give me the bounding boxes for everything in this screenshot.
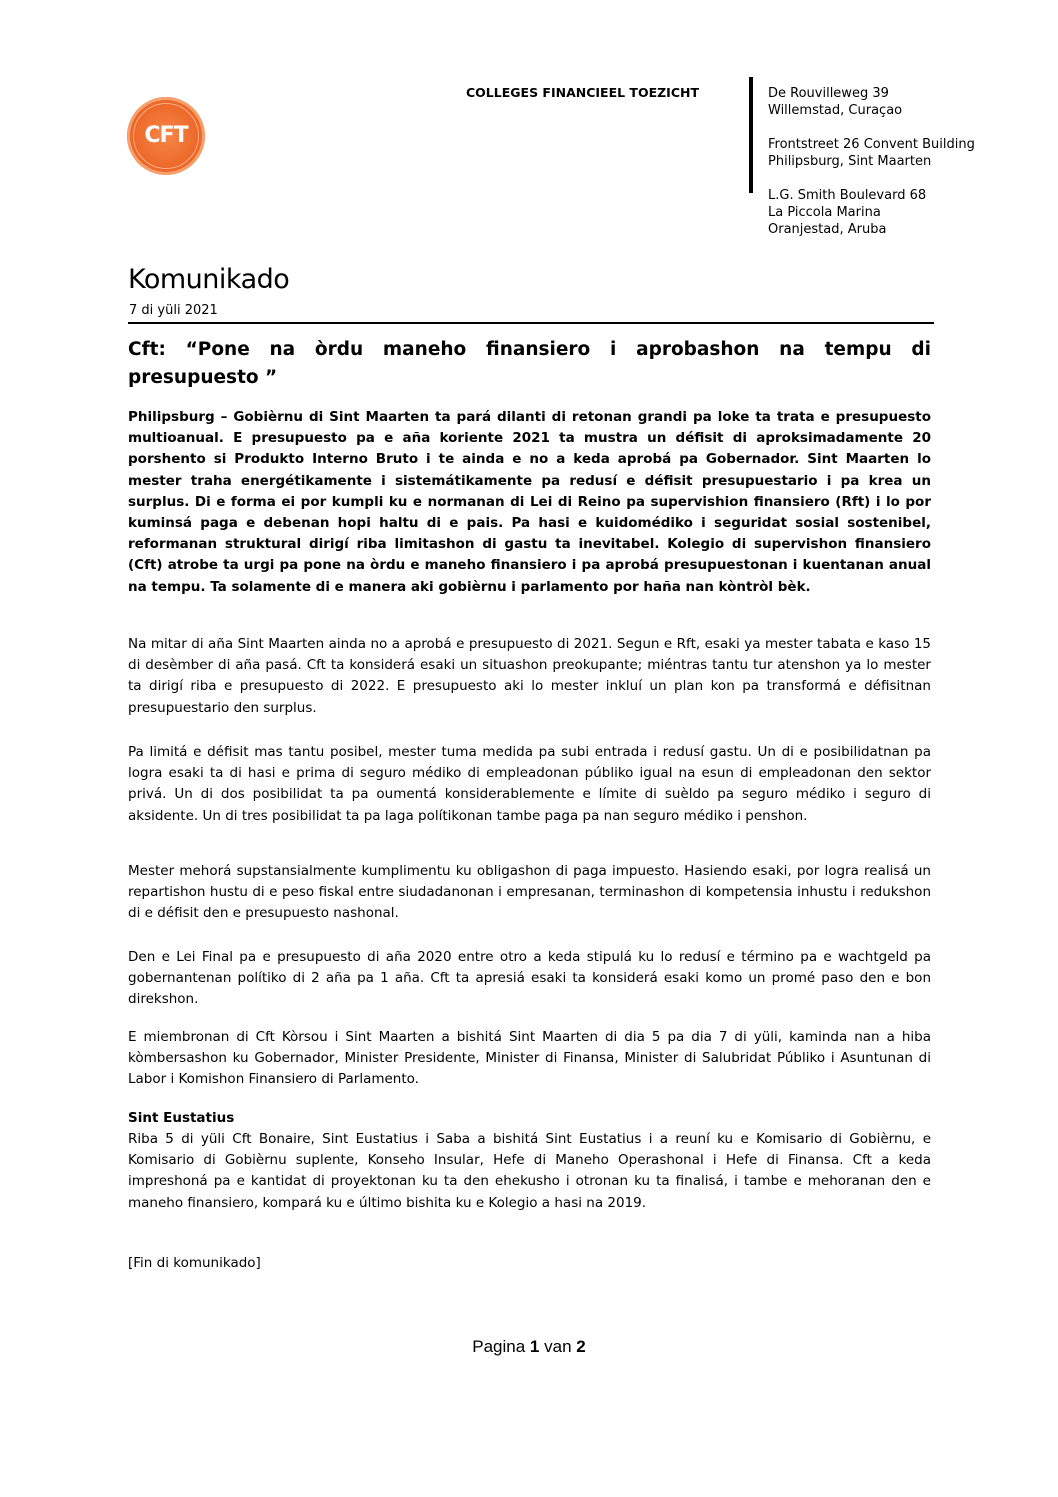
- address-line: Willemstad, Curaçao: [768, 103, 903, 118]
- address-line: Philipsburg, Sint Maarten: [768, 154, 932, 169]
- address-sint-maarten: [768, 136, 975, 170]
- paragraph: Na mitar di aña Sint Maarten ainda no a aprobá e presupuesto di 2021. Segun e Rft, esaki ya mester tabata e kaso 15 di desèmber di aña pasá. Cft ta konsiderá esaki un situashon preokupante; miéntras tantu tur atenshon ya lo mester ta dirigí riba e presupuesto di 2022. E presupuesto aki lo mester inkluí un plan kon pa transformá e défisitnan presupuestario den surplus.: [128, 636, 931, 716]
- closing-note: [Fin di komunikado]: [128, 1255, 261, 1271]
- page-current: 1: [529, 1337, 540, 1356]
- document-title: Komunikado: [128, 264, 290, 295]
- document-date: 7 di yüli 2021: [129, 303, 218, 318]
- headline: Cft: “Pone na òrdu maneho finansiero i aprobashon na tempu di presupuesto ”: [128, 339, 931, 388]
- cft-logo: [127, 97, 205, 175]
- address-line: Frontstreet 26 Convent Building: [768, 137, 975, 152]
- logo-mark: CFT: [144, 123, 188, 148]
- paragraph: Pa limitá e défisit mas tantu posibel, mester tuma medida pa subi entrada i redusí gastu. Un di e posibilidatnan pa logra esaki ta di hasi e prima di seguro médiko di empleadonan públiko igual na esun di empleadonan den sektor privá. Un di dos posibilidat ta pa oumentá konsiderablemente e límite di suèldo pa seguro médiko i seguro di aksidente. Un di tres posibilidat ta pa laga polítikonan tambe paga pa nan seguro médiko i penshon.: [128, 744, 931, 824]
- paragraph: Riba 5 di yüli Cft Bonaire, Sint Eustatius i Saba a bishitá Sint Eustatius i a reuní ku e Komisario di Gobièrnu, e Komisario di Gobièrnu suplente, Konseho Insular, Hefe di Maneho Operashonal i Hefe di Finansa. Cft a keda impreshoná pa e kantidat di proyektonan ku ta den ehekusho i otronan ku ta finalisá, i tambe e mehoranan den e maneho finansiero, kompará ku e último bishita ku e Kolegio a hasi na 2019.: [128, 1131, 931, 1211]
- address-line: L.G. Smith Boulevard 68: [768, 188, 927, 203]
- lead-paragraph: Philipsburg – Gobièrnu di Sint Maarten ta pará dilanti di retonan grandi pa loke ta trata e presupuesto multioanual. E presupuesto pa e aña koriente 2021 ta mustra un défisit di aproksimadamente 20 porshento si Produkto Interno Bruto i te ainda e no a keda aprobá pa Gobernador. Sint Maarten lo mester traha energétikamente i sistemátikamente pa redusí e défisit presupuestario i pa krea un surplus. Di e forma ei por kumpli ku e normanan di Lei di Reino pa supervishion finansiero (Rft) i lo por kuminsá paga e debenan hopi haltu di e pais. Pa hasi e kuidomédiko i seguridat sosial sostenibel, reformanan struktural dirigí riba limitashon di gastu ta inevitabel. Kolegio di supervishon finansiero (Cft) atrobe ta urgi pa pone na òrdu e maneho finansiero i pa aprobá presupuestonan i kuentanan anual na tempu. Ta solamente di e manera aki gobièrnu i parlamento por haña nan kòntròl bèk.: [128, 409, 931, 595]
- address-line: La Piccola Marina: [768, 205, 881, 220]
- title-rule: [128, 322, 934, 324]
- address-line: Oranjestad, Aruba: [768, 222, 887, 237]
- header-divider: [749, 77, 753, 193]
- page-separator: van: [544, 1337, 572, 1356]
- page-number: [0, 1337, 1058, 1357]
- organization-name: COLLEGES FINANCIEEL TOEZICHT: [466, 85, 699, 100]
- subheading: Sint Eustatius: [128, 1110, 235, 1126]
- address-block: [768, 85, 975, 255]
- page-label: Pagina: [472, 1337, 526, 1356]
- paragraph: E miembronan di Cft Kòrsou i Sint Maarten a bishitá Sint Maarten di dia 5 pa dia 7 di yüli, kaminda nan a hiba kòmbersashon ku Gobernador, Minister Presidente, Minister di Finansa, Minister di Salubridat Públiko i Asuntunan di Labor i Komishon Finansiero di Parlamento.: [128, 1029, 931, 1088]
- paragraph: Mester mehorá supstansialmente kumplimentu ku obligashon di paga impuesto. Hasiendo esaki, por logra realisá un repartishon hustu di e peso fiskal entre siudadanonan i empresanan, terminashon di kompetensia inhustu i redukshon di e défisit den e presupuesto nashonal.: [128, 863, 931, 922]
- address-line: De Rouvilleweg 39: [768, 86, 889, 101]
- address-aruba: [768, 187, 975, 238]
- address-curacao: [768, 85, 975, 119]
- paragraph: Den e Lei Final pa e presupuesto di aña 2020 entre otro a keda stipulá ku lo redusí e término pa e wachtgeld pa gobernantenan polítiko di 2 aña pa 1 aña. Cft ta apresiá esaki ta konsiderá esaki komo un promé paso den e bon direkshon.: [128, 949, 931, 1008]
- page-total: 2: [576, 1337, 586, 1356]
